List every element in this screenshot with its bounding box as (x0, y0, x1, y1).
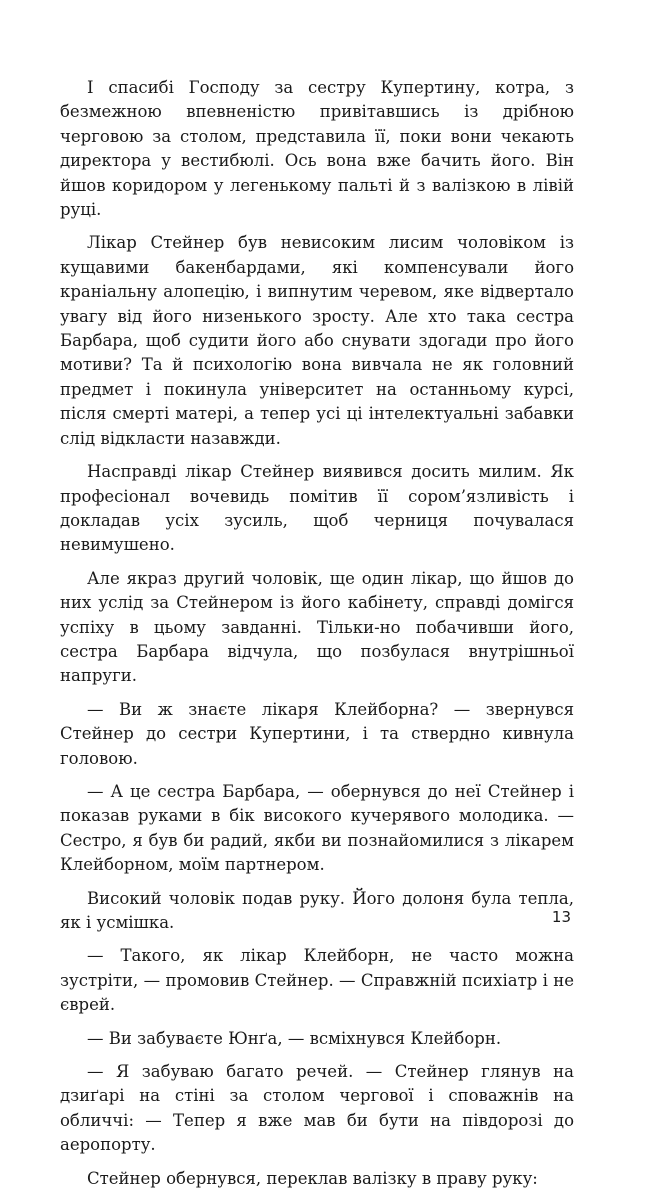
paragraph: Насправді лікар Стейнер виявився досить милим. Як професіонал вочевидь помітив її сором’язливість і докладав усіх зусиль, щоб черниця почувалася невимушено. (60, 462, 574, 555)
paragraph: Лікар Стейнер був невисоким лисим чоловіком із кущавими бакенбардами, які компенсували його краніальну алопецію, і випнутим черевом, яке відвертало увагу від його низенького зросту. Але хто така сестра Барбара, щоб судити його або снувати здогади про його мотиви? Та й психологію вона вивчала не як головний предмет і покинула університет на останньому курсі, після смерті матері, а тепер усі ці інтелектуальні забавки слід відкласти назавжди. (60, 233, 574, 448)
paragraph: — Я забуваю багато речей. — Стейнер глянув на дзиґарі на стіні за столом чергової і споважнів на обличчі: — Тепер я вже мав би бути на півдорозі до аеропорту. (60, 1062, 574, 1155)
paragraph: — Ви ж знаєте лікаря Клейборна? — звернувся Стейнер до сестри Купертини, і та ствердно кивнула головою. (60, 699, 574, 768)
paragraph: І спасибі Господу за сестру Купертину, котра, з безмежною впевненістю привітавшись із дрібною черговою за столом, представила її, поки вони чекають директора у вестибюлі. Ось вона вже бачить його. Він йшов коридором у легенькому пальті й з валізкою в лівій руці. (60, 78, 574, 220)
paragraph: Стейнер обернувся, переклав валізку в праву руку: (87, 1168, 538, 1188)
paragraph: Але якраз другий чоловік, ще один лікар, що йшов до них услід за Стейнером із його кабінету, справді домігся успіху в цьому завданні. Тільки-но побачивши його, сестра Барбара відчула, що позбулася внутрішньої напруги. (60, 568, 574, 686)
paragraph: — А це сестра Барбара, — обернувся до неї Стейнер і показав руками в бік високого кучерявого молодика. — Сестро, я був би радий, якби ви познайомилися з лікарем Клейборном, моїм партнером. (60, 781, 574, 875)
page-number: 13 (551, 908, 571, 926)
paragraph: — Ви забуваєте Юнґа, — всміхнувся Клейборн. (87, 1028, 502, 1048)
paragraph: Високий чоловік подав руку. Його долоня була тепла, як і усмішка. (60, 888, 574, 932)
body-text (60, 76, 574, 1191)
paragraph: — Такого, як лікар Клейборн, не часто можна зустріти, — промовив Стейнер. — Справжній психіатр і не єврей. (60, 946, 574, 1015)
